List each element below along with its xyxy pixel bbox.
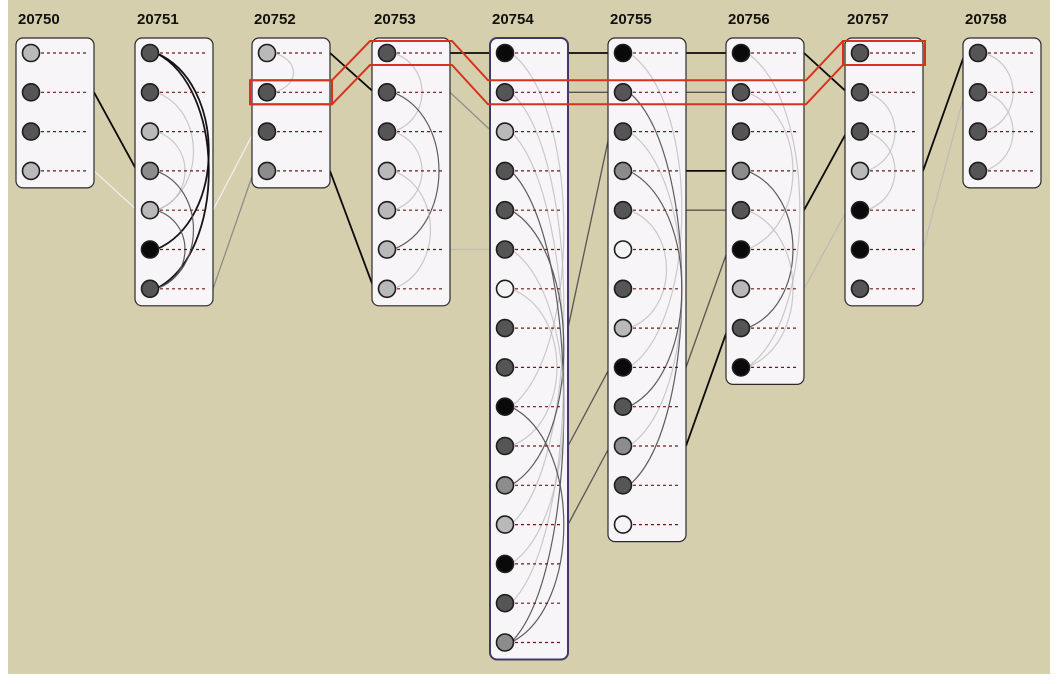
node-circle[interactable] <box>970 123 987 140</box>
node-circle[interactable] <box>379 280 396 297</box>
column-label-20753: 20753 <box>374 11 416 28</box>
column-label-20752: 20752 <box>254 11 296 28</box>
node-circle[interactable] <box>142 202 159 219</box>
node-circle[interactable] <box>852 241 869 258</box>
column-label-20755: 20755 <box>610 11 652 28</box>
node-circle[interactable] <box>615 477 632 494</box>
node-circle[interactable] <box>23 123 40 140</box>
connector-line-13 <box>568 446 610 525</box>
column-20755[interactable] <box>608 38 686 542</box>
node-circle[interactable] <box>733 320 750 337</box>
node-circle[interactable] <box>497 123 514 140</box>
node-circle[interactable] <box>852 202 869 219</box>
column-20754[interactable] <box>490 38 568 660</box>
column-label-20751: 20751 <box>137 11 179 28</box>
node-circle[interactable] <box>142 84 159 101</box>
panel-layer <box>16 38 1041 660</box>
node-circle[interactable] <box>615 398 632 415</box>
column-label-20750: 20750 <box>18 11 60 28</box>
node-circle[interactable] <box>733 359 750 376</box>
column-label-20758: 20758 <box>965 11 1007 28</box>
transaction-diagram <box>8 0 1050 674</box>
node-circle[interactable] <box>497 634 514 651</box>
node-circle[interactable] <box>379 84 396 101</box>
label-layer <box>18 11 1007 28</box>
node-circle[interactable] <box>970 162 987 179</box>
node-circle[interactable] <box>379 123 396 140</box>
column-label-20756: 20756 <box>728 11 770 28</box>
node-circle[interactable] <box>733 123 750 140</box>
node-circle[interactable] <box>23 45 40 62</box>
connector-line-5 <box>330 171 374 289</box>
node-circle[interactable] <box>497 202 514 219</box>
connector-line-21 <box>804 132 847 211</box>
node-circle[interactable] <box>852 280 869 297</box>
connector-line-18 <box>686 250 728 368</box>
node-circle[interactable] <box>615 241 632 258</box>
node-circle[interactable] <box>497 477 514 494</box>
node-circle[interactable] <box>615 162 632 179</box>
node-circle[interactable] <box>142 123 159 140</box>
node-circle[interactable] <box>142 162 159 179</box>
column-20752[interactable] <box>252 38 330 188</box>
node-circle[interactable] <box>615 45 632 62</box>
node-circle[interactable] <box>852 123 869 140</box>
node-circle[interactable] <box>615 438 632 455</box>
node-circle[interactable] <box>142 280 159 297</box>
node-circle[interactable] <box>615 320 632 337</box>
node-circle[interactable] <box>259 45 276 62</box>
node-circle[interactable] <box>497 280 514 297</box>
node-circle[interactable] <box>259 162 276 179</box>
node-circle[interactable] <box>615 516 632 533</box>
connector-line-3 <box>213 132 254 211</box>
node-circle[interactable] <box>497 398 514 415</box>
column-20758[interactable] <box>963 38 1041 188</box>
connector-line-1 <box>94 171 137 210</box>
node-circle[interactable] <box>259 84 276 101</box>
connector-line-7 <box>450 92 492 131</box>
column-20753[interactable] <box>372 38 450 306</box>
node-circle[interactable] <box>379 45 396 62</box>
node-circle[interactable] <box>497 45 514 62</box>
connector-line-12 <box>568 367 610 446</box>
node-circle[interactable] <box>259 123 276 140</box>
node-circle[interactable] <box>733 84 750 101</box>
column-20756[interactable] <box>726 38 804 384</box>
diagram-canvas <box>8 0 1050 674</box>
connector-line-19 <box>686 328 728 446</box>
connector-line-0 <box>94 92 137 171</box>
node-circle[interactable] <box>970 45 987 62</box>
node-circle[interactable] <box>497 555 514 572</box>
node-circle[interactable] <box>379 241 396 258</box>
node-circle[interactable] <box>23 162 40 179</box>
connector-line-11 <box>568 132 610 329</box>
node-circle[interactable] <box>497 241 514 258</box>
node-circle[interactable] <box>497 595 514 612</box>
connector-line-23 <box>923 53 965 171</box>
node-circle[interactable] <box>733 45 750 62</box>
node-circle[interactable] <box>497 438 514 455</box>
node-circle[interactable] <box>615 359 632 376</box>
node-circle[interactable] <box>733 162 750 179</box>
column-20757[interactable] <box>845 38 923 306</box>
node-circle[interactable] <box>379 162 396 179</box>
node-circle[interactable] <box>142 45 159 62</box>
highlight-path-top <box>250 41 925 80</box>
node-circle[interactable] <box>615 202 632 219</box>
node-circle[interactable] <box>852 84 869 101</box>
node-circle[interactable] <box>142 241 159 258</box>
node-circle[interactable] <box>497 320 514 337</box>
node-circle[interactable] <box>733 280 750 297</box>
connector-line-2 <box>213 171 254 289</box>
node-circle[interactable] <box>852 45 869 62</box>
column-label-20754: 20754 <box>492 11 534 28</box>
node-circle[interactable] <box>615 123 632 140</box>
node-circle[interactable] <box>497 84 514 101</box>
node-circle[interactable] <box>497 516 514 533</box>
node-circle[interactable] <box>497 162 514 179</box>
column-label-20757: 20757 <box>847 11 889 28</box>
node-circle[interactable] <box>497 359 514 376</box>
connector-line-24 <box>923 92 965 249</box>
column-20750[interactable] <box>16 38 94 188</box>
node-circle[interactable] <box>852 162 869 179</box>
connector-line-22 <box>804 210 847 289</box>
node-circle[interactable] <box>23 84 40 101</box>
node-circle[interactable] <box>733 202 750 219</box>
node-circle[interactable] <box>615 84 632 101</box>
node-circle[interactable] <box>615 280 632 297</box>
node-circle[interactable] <box>379 202 396 219</box>
node-circle[interactable] <box>970 84 987 101</box>
column-20751[interactable] <box>135 38 213 306</box>
node-circle[interactable] <box>733 241 750 258</box>
